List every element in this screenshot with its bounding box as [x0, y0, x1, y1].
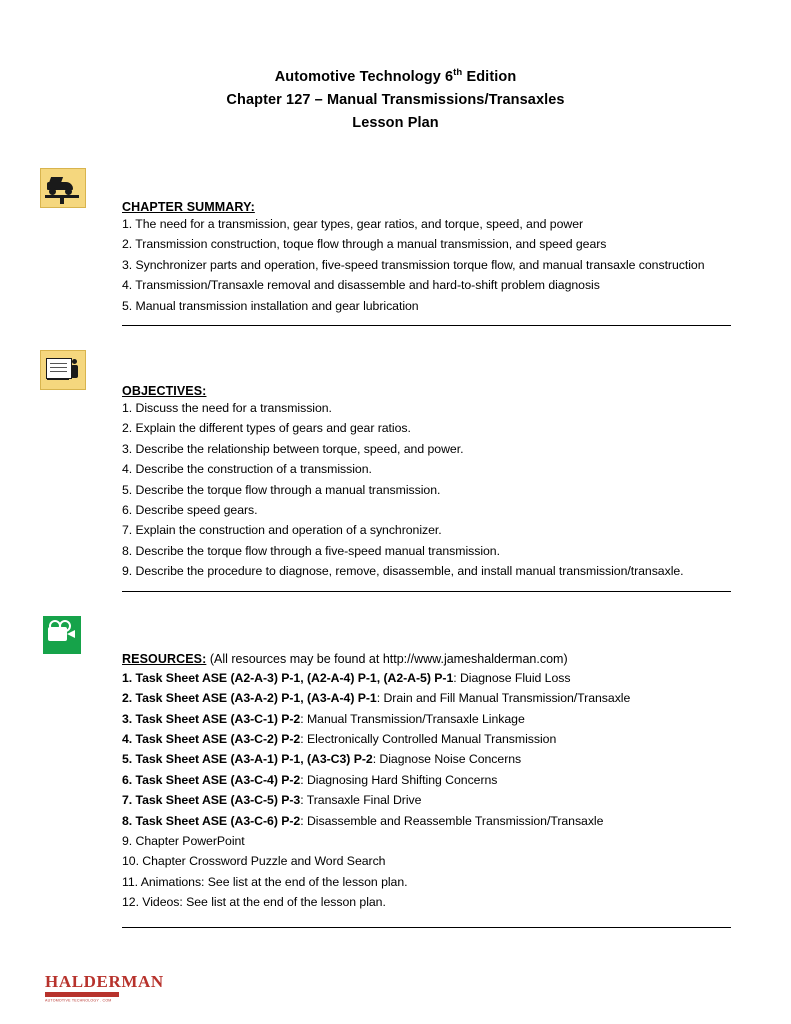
chapter-summary-body: [122, 200, 731, 326]
task-sheet-label: 4. Task Sheet ASE (A3-C-2) P-2: [122, 731, 301, 746]
list-item: 8. Describe the torque flow through a five-speed manual transmission.: [122, 543, 500, 558]
title-main: Automotive Technology 6: [274, 69, 454, 85]
video-camera-icon: [43, 616, 81, 654]
list-item: 4. Transmission/Transaxle removal and disassemble and hard-to-shift problem diagnosis: [122, 278, 600, 293]
list-item: [122, 851, 731, 871]
resources-heading-row: [122, 650, 731, 668]
task-sheet-desc: : Diagnosing Hard Shifting Concerns: [300, 772, 498, 787]
list-item: [122, 749, 731, 769]
list-item: [122, 668, 731, 688]
section-objectives: [0, 344, 791, 592]
list-item: 1. The need for a transmission, gear types, gear ratios, and torque, speed, and power: [122, 217, 584, 231]
logo-wordmark: HALDERMAN: [45, 972, 164, 991]
list-item: 5. Manual transmission installation and gear lubrication: [122, 298, 419, 313]
task-sheet-label: 5. Task Sheet ASE (A3-A-1) P-1, (A3-C3) P-2: [122, 752, 373, 767]
chapter-summary-heading: CHAPTER SUMMARY:: [122, 200, 255, 214]
resource-desc: 12. Videos: See list at the end of the lesson plan.: [122, 895, 386, 910]
page-title: [0, 66, 791, 135]
objectives-heading: OBJECTIVES:: [122, 384, 207, 399]
list-item: 7. Explain the construction and operation of a synchronizer.: [122, 523, 442, 538]
divider: [122, 927, 731, 928]
list-item: 2. Explain the different types of gears and gear ratios.: [122, 421, 411, 436]
task-sheet-desc: : Diagnose Noise Concerns: [372, 752, 522, 767]
chapter-summary-list: [122, 214, 731, 316]
task-sheet-desc: : Disassemble and Reassemble Transmission/Transaxle: [300, 813, 604, 828]
list-item: [122, 709, 731, 729]
list-item: 5. Describe the torque flow through a manual transmission.: [122, 482, 441, 497]
task-sheet-label: 8. Task Sheet ASE (A3-C-6) P-2: [122, 813, 301, 828]
list-item: 1. Discuss the need for a transmission.: [122, 401, 332, 416]
divider: [122, 591, 731, 592]
resource-desc: 11. Animations: See list at the end of the lesson plan.: [122, 874, 408, 889]
title-line-3: Lesson Plan: [352, 115, 439, 131]
task-sheet-desc: : Manual Transmission/Transaxle Linkage: [300, 711, 525, 726]
task-sheet-label: 1. Task Sheet ASE (A2-A-3) P-1, (A2-A-4) P-1, (A2-A-5) P-1: [122, 670, 454, 685]
list-item: 2. Transmission construction, toque flow through a manual transmission, and speed gears: [122, 237, 607, 252]
list-item: [122, 831, 731, 851]
section-resources: [0, 612, 791, 928]
instructor-whiteboard-icon: [40, 350, 86, 390]
list-item: 9. Describe the procedure to diagnose, remove, disassemble, and install manual transmission/transaxle.: [122, 564, 684, 579]
task-sheet-label: 2. Task Sheet ASE (A3-A-2) P-1, (A3-A-4) P-1: [122, 691, 377, 706]
resources-list: [122, 668, 731, 913]
list-item: 6. Describe speed gears.: [122, 503, 258, 518]
list-item: [122, 892, 731, 912]
resources-heading-note: (All resources may be found at http://www.jameshalderman.com): [206, 651, 568, 666]
halderman-logo: [45, 973, 175, 1002]
task-sheet-desc: : Diagnose Fluid Loss: [453, 670, 571, 685]
task-sheet-desc: : Electronically Controlled Manual Transmission: [300, 731, 557, 746]
list-item: 3. Synchronizer parts and operation, five-speed transmission torque flow, and manual transaxle construction: [122, 257, 705, 272]
logo-subtext: AUTOMOTIVE TECHNOLOGY . COM: [45, 998, 112, 1003]
resources-heading: RESOURCES:: [122, 651, 207, 666]
task-sheet-label: 6. Task Sheet ASE (A3-C-4) P-2: [122, 772, 301, 787]
list-item: 4. Describe the construction of a transmission.: [122, 462, 372, 477]
list-item: [122, 729, 731, 749]
logo-bar: [45, 992, 119, 997]
task-sheet-desc: : Drain and Fill Manual Transmission/Transaxle: [376, 691, 631, 706]
list-item: [122, 811, 731, 831]
title-line-2: Chapter 127 – Manual Transmissions/Transaxles: [226, 92, 565, 108]
list-item: [122, 790, 731, 810]
title-line-1: [0, 66, 791, 89]
task-sheet-label: 7. Task Sheet ASE (A3-C-5) P-3: [122, 793, 301, 808]
resource-desc: 9. Chapter PowerPoint: [122, 833, 245, 848]
task-sheet-label: 3. Task Sheet ASE (A3-C-1) P-2: [122, 711, 301, 726]
objectives-list: [122, 398, 731, 582]
resource-desc: 10. Chapter Crossword Puzzle and Word Search: [122, 854, 386, 869]
list-item: [122, 688, 731, 708]
task-sheet-desc: : Transaxle Final Drive: [300, 793, 422, 808]
list-item: [122, 872, 731, 892]
list-item: [122, 770, 731, 790]
objectives-body: [122, 384, 731, 592]
section-chapter-summary: [0, 160, 791, 326]
title-main-end: Edition: [462, 69, 517, 85]
car-on-lift-icon: [40, 168, 86, 208]
resources-body: [122, 650, 731, 928]
list-item: 3. Describe the relationship between torque, speed, and power.: [122, 441, 464, 456]
document-content: [0, 160, 791, 928]
divider: [122, 325, 731, 326]
title-superscript: th: [453, 67, 463, 79]
